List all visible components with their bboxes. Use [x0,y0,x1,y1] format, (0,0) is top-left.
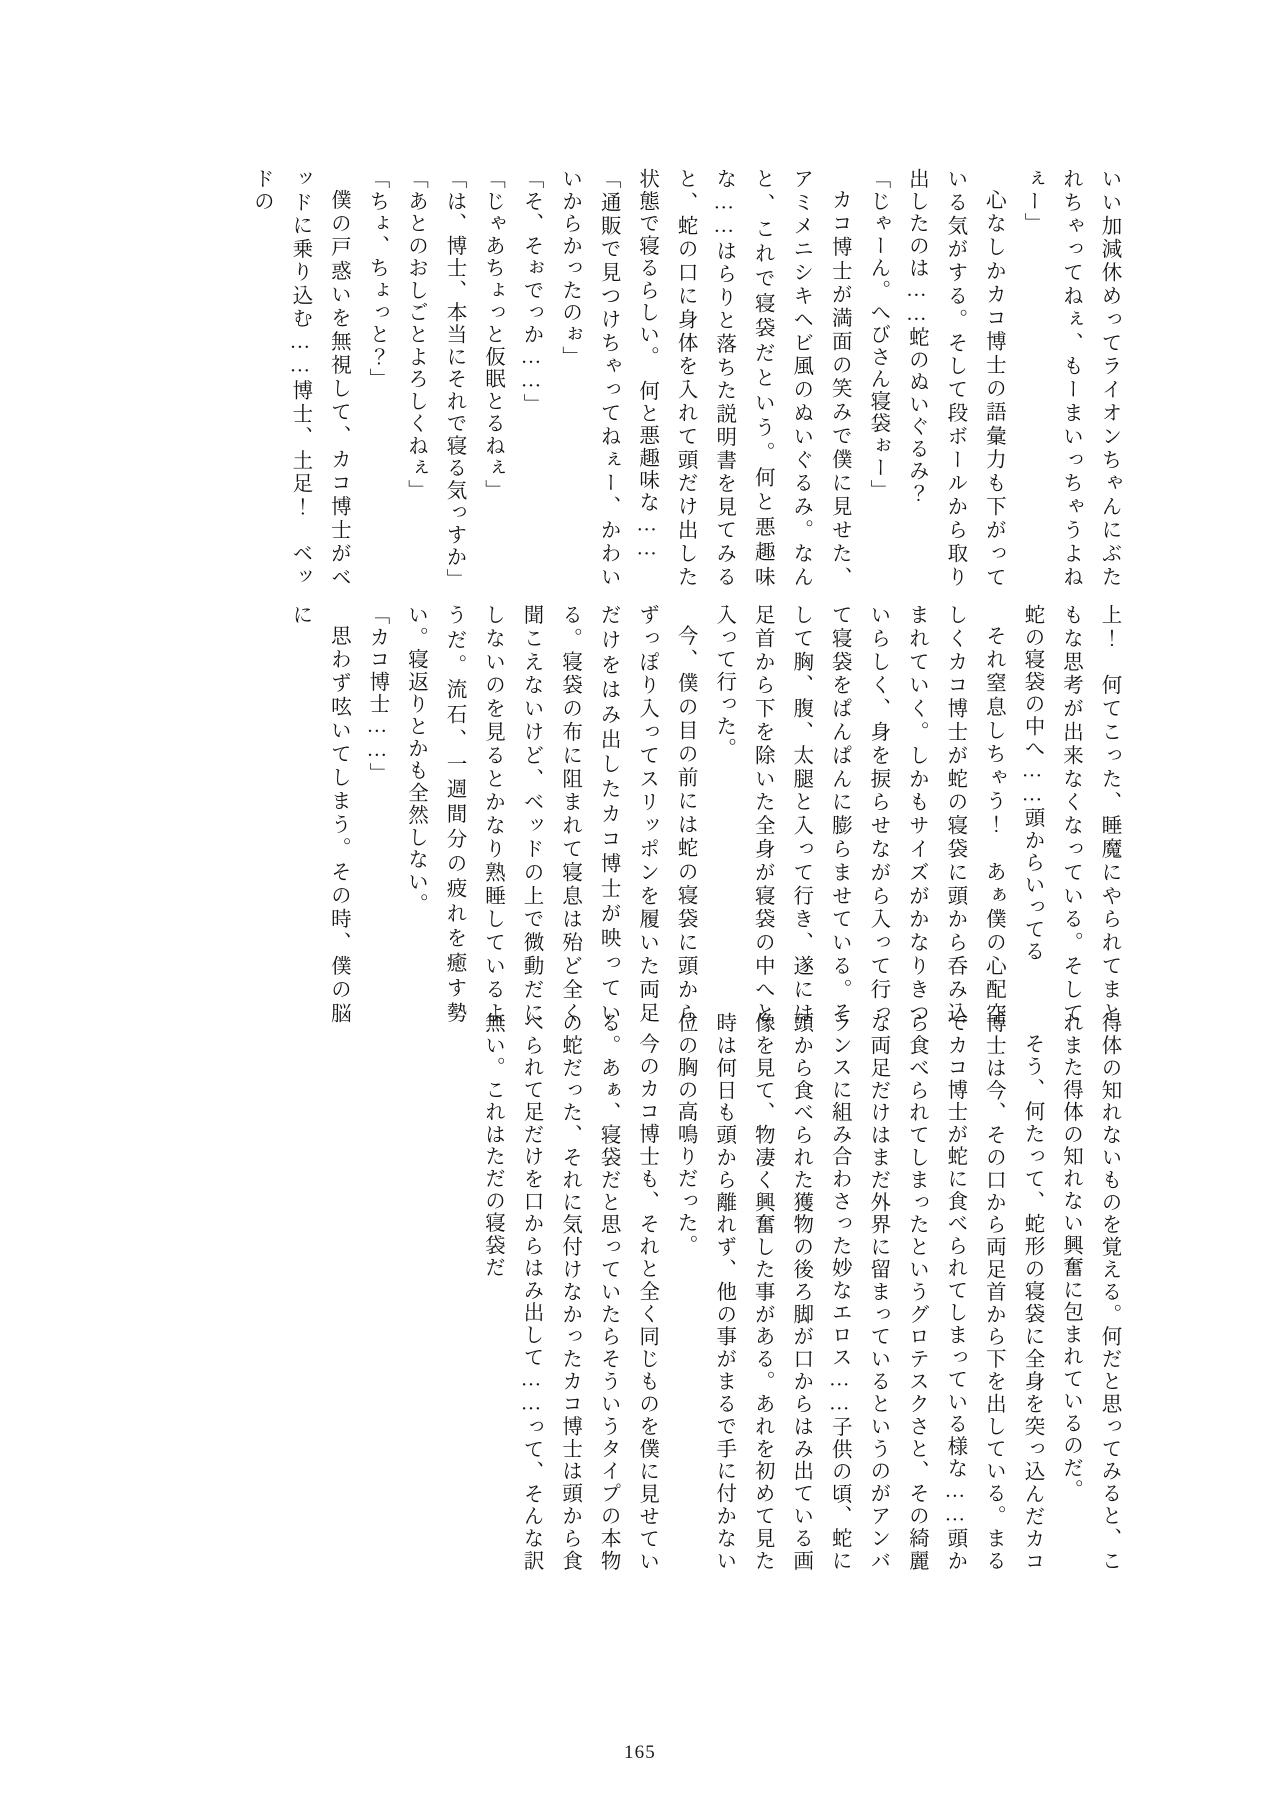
paragraph: 「ちょ、ちょっと？」 [365,168,388,391]
paragraph: 「は、博士、本当にそれで寝る気っすか」 [442,168,465,591]
text-band-middle [162,604,1128,1024]
paragraph: そう、何たって、蛇形の寝袋に全身を突っ込んだカコ博士は今、その口から両足首から下を出している。まるでカコ博士が蛇に食べられてしまっている様な……頭から食べられてしまったというグロテスクさと、その綺麗な両足だけはまだ外界に留まっているというのがアンバランスに組み合わさった妙なエロス……子供の頃、蛇に頭から食べられた獲物の後ろ脚が口からはみ出ている画像を見て、物凄く興奮した事がある。あれを初めて見た時は何日も頭から離れず、他の事がまるで手に付かない位の胸の高鳴りだった。 [674,1012,1043,1572]
paragraph: 思わず呟いてしまう。その時、僕の脳に [288,604,350,1024]
paragraph: 「じゃあちょっと仮眠とるねぇ」 [481,168,504,502]
paragraph: 「そ、そぉでっか……」 [520,168,543,416]
paragraph: 「じゃーん。へびさん寝袋ぉー」 [866,168,889,502]
paragraph: 「カコ博士……」 [365,604,388,785]
paragraph: 心なしかカコ博士の語彙力も下がっている気がする。そして段ボールから取り出したのは……蛇のぬいぐるみ？ [905,168,1005,588]
paragraph: 僕の戸惑いを無視して、カコ博士がベッドに乗り込む……博士、土足！ ベッドの [250,168,350,588]
text-band-upper [162,168,1128,591]
paragraph: それ窒息しちゃう！ あぁ僕の心配空しくカコ博士が蛇の寝袋に頭から呑み込まれていく。しかもサイズがかなりきついらしく、身を捩らせながら入って行って寝袋をぱんぱんに膨らませている。そして胸、腹、太腿と入って行き、遂には足首から下を除いた全身が寝袋の中へと入って行った。 [712,604,1005,1024]
paragraph: カコ博士が満面の笑みで僕に見せた、アミメニシキヘビ風のぬいぐるみ。なんと、これで寝袋だという。何と悪趣味な……はらりと落ちた説明書を見てみると、蛇の口に身体を入れて頭だけ出した状態で寝るらしい。 何と悪趣味な…… [635,168,851,588]
text-band-lower [162,1012,1128,1572]
paragraph: いい加減休めってライオンちゃんにぶたれちゃってねぇ、もーまいっちゃうよねぇー」 [1020,168,1120,588]
paragraph: 「通販で見つけちゃってねぇー、かわいいからかったのぉ」 [558,168,620,588]
paragraph: 今のカコ博士も、それと全く同じものを僕に見せている。あぁ、寝袋だと思っていたらそういうタイプの本物の蛇だった、それに気付けなかったカコ博士は頭から食べられて足だけを口からはみ出して……って、そんな訳無い。これはただの寝袋だ [481,1012,658,1572]
paragraph: 今、僕の目の前には蛇の寝袋に頭からずっぽり入ってスリッポンを履いた両足だけをはみ出したカコ博士が映っている。寝袋の布に阻まれて寝息は殆ど全く聞こえないけど、ベッドの上で微動だにしないのを見るとかなり熟睡しているようだ。流石、一週間分の疲れを癒す勢い。寝返りとかも全然しない。 [404,604,697,1024]
paragraph: 得体の知れないものを覚える。何だと思ってみると、これまた得体の知れない興奮に包まれているのだ。 [1059,1012,1120,1572]
paragraph: 上！ 何てこった、睡魔にやられてまともな思考が出来なくなっている。そして蛇の寝袋の中へ……頭からいってる [1020,604,1120,1024]
paragraph: 「あとのおしごとよろしくねぇ」 [404,168,427,502]
page-number: 165 [624,1742,656,1763]
